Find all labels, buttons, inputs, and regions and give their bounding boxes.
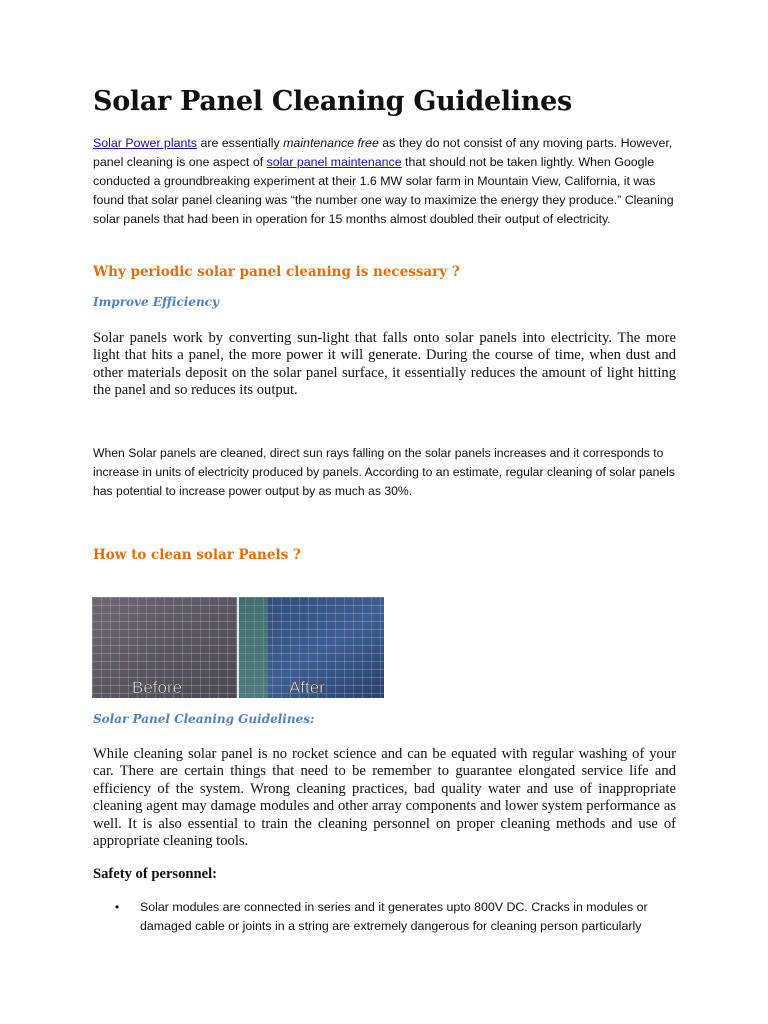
intro-paragraph <box>93 134 676 229</box>
subheading-cleaning-guidelines: Solar Panel Cleaning Guidelines: <box>93 712 315 726</box>
intro-text-2: as they do not consist of any moving parts. However, panel cleaning is one aspect of <box>93 136 673 169</box>
before-after-solar-panel-photo <box>92 597 384 698</box>
intro-emphasis: maintenance free <box>283 136 379 150</box>
solar-power-plants-link[interactable]: Solar Power plants <box>93 136 197 150</box>
cleaned-panels-paragraph: When Solar panels are cleaned, direct sun rays falling on the solar panels increases and it corresponds to increase in units of electricity produced by panels. According to an estimate, regular cleaning of solar panels has potential to increase power output by as much as 30%. <box>93 446 675 498</box>
heading-safety-of-personnel: Safety of personnel: <box>93 866 218 882</box>
subheading-improve-efficiency: Improve Efficiency <box>93 295 219 309</box>
page-title: Solar Panel Cleaning Guidelines <box>93 86 572 117</box>
before-label: Before <box>132 678 183 697</box>
solar-panel-maintenance-link[interactable]: solar panel maintenance <box>266 155 402 169</box>
guidelines-paragraph: While cleaning solar panel is no rocket science and can be equated with regular washing of your car. There are certain things that need to be remember to guarantee elongated service life and efficiency of the system. Wrong cleaning practices, bad quality water and use of inappropriate cleaning agent may damage modules and other array components and lower system performance as well. It is also essential to train the cleaning personnel on proper cleaning methods and use of appropriate cleaning tools. <box>93 746 676 850</box>
bullet-text: Solar modules are connected in series and it generates upto 800V DC. Cracks in modules or damaged cable or joints in a string are extremely dangerous for cleaning person particularly <box>140 900 648 933</box>
efficiency-paragraph: Solar panels work by converting sun-light that falls onto solar panels into electricity. The more light that hits a panel, the more power it will generate. During the course of time, when dust and other materials deposit on the solar panel surface, it essentially reduces the amount of light hitting the panel and so reduces its output. <box>93 330 676 399</box>
intro-text-3: that should not be taken lightly. When Google conducted a groundbreaking experiment at their 1.6 MW solar farm in Mountain View, California, it was found that solar panel cleaning was “the number one way to maximize the energy they produce.” Cleaning solar panels that had been in operation for 15 months almost doubled their output of electricity. <box>93 155 674 226</box>
heading-why-cleaning: Why periodic solar panel cleaning is necessary ? <box>93 264 460 280</box>
intro-text-1: are essentially <box>197 136 284 150</box>
after-label: After <box>289 678 325 697</box>
heading-how-to-clean: How to clean solar Panels ? <box>93 547 301 563</box>
bullet-icon: • <box>115 900 120 914</box>
